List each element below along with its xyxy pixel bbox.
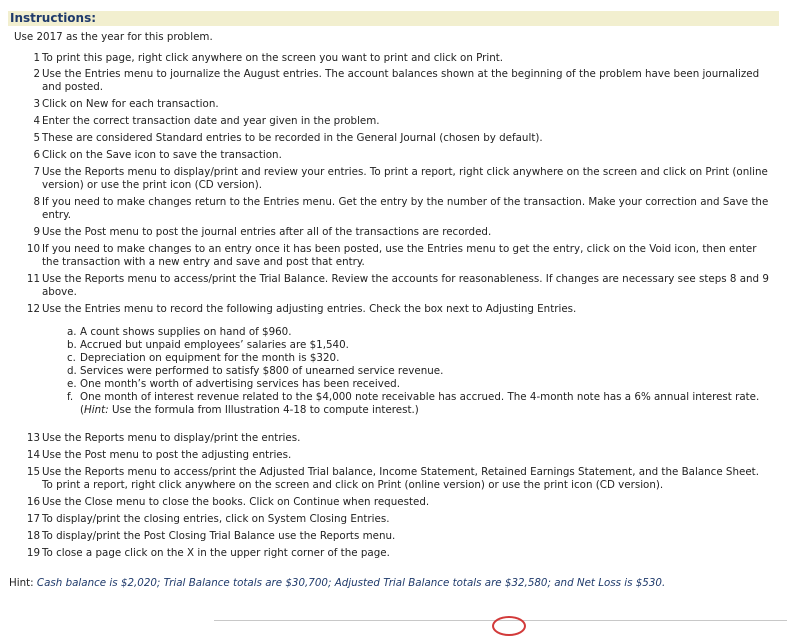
- step-text: Use the Post menu to post the adjusting entries.: [42, 449, 292, 461]
- adjustment-letter: e.: [67, 378, 77, 390]
- step-item: [24, 149, 769, 162]
- step-number: 16: [26, 496, 40, 508]
- step-item: [24, 449, 769, 462]
- step-number: 14: [26, 449, 40, 461]
- step-text: These are considered Standard entries to be recorded in the General Journal (chosen by default).: [42, 132, 543, 144]
- hint-label: Hint:: [9, 577, 34, 589]
- step-text: Use the Post menu to post the journal entries after all of the transactions are recorded.: [42, 226, 492, 238]
- step-text: Click on the Save icon to save the transaction.: [42, 149, 282, 161]
- step-text: If you need to make changes to an entry once it has been posted, use the Entries menu to get the entry, click on the Void icon, then enter the transaction with a new entry and save and post that entry.: [42, 243, 757, 268]
- step-text: Click on New for each transaction.: [42, 98, 219, 110]
- step-item: [24, 196, 769, 222]
- step-text: Use the Close menu to close the books. Click on Continue when requested.: [42, 496, 430, 508]
- adjustment-item: [67, 352, 772, 365]
- adjustment-letter: f.: [67, 391, 74, 403]
- step-item: [24, 466, 769, 492]
- partial-circle-icon: [492, 616, 526, 636]
- adjustment-item: [67, 326, 772, 339]
- adjustment-item: [67, 365, 772, 378]
- adjustment-letter: c.: [67, 352, 76, 364]
- instructions-header-bar: [8, 11, 779, 26]
- adjustment-item: [67, 378, 772, 391]
- step-text: To close a page click on the X in the upper right corner of the page.: [42, 547, 390, 559]
- step-number: 17: [26, 513, 40, 525]
- adjustment-item: [67, 339, 772, 352]
- adjustment-text: Services were performed to satisfy $800 of unearned service revenue.: [80, 365, 444, 377]
- step-item: [24, 530, 769, 543]
- adjustment-text: [80, 391, 772, 417]
- step-number: 15: [26, 466, 40, 478]
- step-number: 18: [26, 530, 40, 542]
- step-item: [24, 132, 769, 145]
- step-text: Use the Entries menu to record the following adjusting entries. Check the box next to Adjusting Entries.: [42, 303, 577, 315]
- step-number: 6: [33, 149, 40, 161]
- step-number: 8: [33, 196, 40, 208]
- step-number: 3: [33, 98, 40, 110]
- step-item: [24, 166, 769, 192]
- step-number: 9: [33, 226, 40, 238]
- step-item: [24, 52, 769, 65]
- adjustment-text: One month’s worth of advertising services has been received.: [80, 378, 400, 390]
- step-number: 12: [26, 303, 40, 315]
- step-item: [24, 303, 769, 316]
- adjustment-f-hint-label: Hint:: [84, 404, 109, 416]
- hint-text: Cash balance is $2,020; Trial Balance totals are $30,700; Adjusted Trial Balance totals are $32,580; and Net Loss is $530.: [36, 577, 666, 589]
- step-item: [24, 513, 769, 526]
- step-item: [24, 496, 769, 509]
- hint-line: [9, 577, 784, 590]
- adjustment-text: Accrued but unpaid employees’ salaries are $1,540.: [80, 339, 349, 351]
- step-item: [24, 115, 769, 128]
- step-item: [24, 432, 769, 445]
- step-text: To display/print the closing entries, click on System Closing Entries.: [42, 513, 390, 525]
- step-item: [24, 226, 769, 239]
- step-number: 2: [33, 68, 40, 80]
- step-number: 5: [33, 132, 40, 144]
- step-number: 7: [33, 166, 40, 178]
- step-text: To display/print the Post Closing Trial Balance use the Reports menu.: [42, 530, 396, 542]
- step-number: 13: [26, 432, 40, 444]
- step-item: [24, 273, 769, 299]
- step-text: Use the Reports menu to display/print and review your entries. To print a report, right click anywhere on the screen and click on Print (online version) or use the print icon (CD version).: [42, 166, 768, 191]
- intro-text: Use 2017 as the year for this problem.: [14, 31, 213, 43]
- step-text: Enter the correct transaction date and year given in the problem.: [42, 115, 380, 127]
- adjustment-f-text: One month of interest revenue related to the $4,000 note receivable has accrued. The 4-month note has a 6% annual interest rate. (: [80, 391, 760, 416]
- step-item: [24, 547, 769, 560]
- step-number: 4: [33, 115, 40, 127]
- adjustment-letter: b.: [67, 339, 77, 351]
- step-text: Use the Reports menu to access/print the Trial Balance. Review the accounts for reasonableness. If changes are necessary see steps 8 and 9 above.: [42, 273, 769, 298]
- step-item: [24, 98, 769, 111]
- adjustment-f-hint-text: Use the formula from Illustration 4-18 to compute interest.): [108, 404, 419, 416]
- step-item: [24, 243, 769, 269]
- adjustment-text: A count shows supplies on hand of $960.: [80, 326, 292, 338]
- step-text: To print this page, right click anywhere on the screen you want to print and click on Print.: [42, 52, 504, 64]
- step-text: Use the Reports menu to access/print the Adjusted Trial balance, Income Statement, Retained Earnings Statement, and the Balance Sheet. To print a report, right click anywhere on the screen and click on Print (online version) or use the print icon (CD version).: [42, 466, 759, 491]
- adjustment-text: Depreciation on equipment for the month is $320.: [80, 352, 340, 364]
- step-text: If you need to make changes return to the Entries menu. Get the entry by the number of the transaction. Make your correction and Save the entry.: [42, 196, 769, 221]
- step-number: 11: [26, 273, 40, 285]
- adjustment-item: [67, 391, 772, 417]
- step-text: Use the Entries menu to journalize the August entries. The account balances shown at the beginning of the problem have been journalized and posted.: [42, 68, 760, 93]
- adjustment-letter: a.: [67, 326, 77, 338]
- step-item: [24, 68, 769, 94]
- instructions-title: Instructions:: [10, 11, 97, 25]
- step-number: 10: [26, 243, 40, 255]
- step-number: 19: [26, 547, 40, 559]
- step-number: 1: [33, 52, 40, 64]
- step-text: Use the Reports menu to display/print the entries.: [42, 432, 301, 444]
- adjustment-letter: d.: [67, 365, 77, 377]
